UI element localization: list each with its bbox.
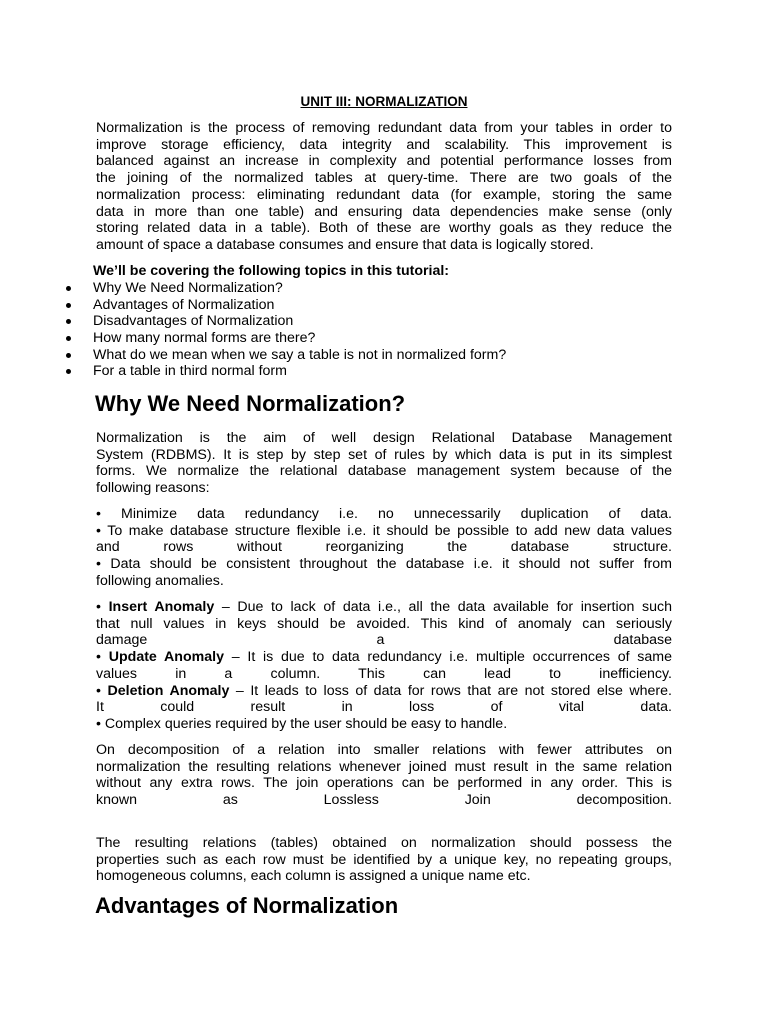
why-line: Normalization is the aim of well design Relational Database Management bbox=[96, 430, 672, 446]
topics-list bbox=[0, 280, 506, 380]
reason-line: • To make database structure flexible i.e. it should be possible to add new data values bbox=[96, 522, 672, 539]
deletion-anomaly-text: – It leads to loss of data for rows that are not stored else where. bbox=[229, 682, 672, 699]
anomaly-line: damage a database bbox=[96, 632, 672, 649]
list-item bbox=[0, 330, 506, 347]
bullet-icon bbox=[66, 319, 71, 324]
list-item bbox=[0, 280, 506, 297]
list-item bbox=[0, 347, 506, 364]
why-line: System (RDBMS). It is step by step set of rules by which data is put in its simplest bbox=[96, 446, 672, 463]
deletion-anomaly-label: Deletion Anomaly bbox=[107, 682, 230, 699]
anomaly-line: values in a column. This can lead to inefficiency. bbox=[96, 665, 672, 682]
decomposition-line: normalization the resulting relations whenever joined must result in the same relation bbox=[96, 758, 672, 775]
reasons-paragraph bbox=[96, 506, 672, 590]
reason-line: following anomalies. bbox=[96, 572, 224, 589]
resulting-line: The resulting relations (tables) obtained on normalization should possess the bbox=[96, 835, 672, 851]
list-item bbox=[0, 313, 506, 330]
intro-line: balanced against an increase in complexity and potential performance losses from bbox=[96, 153, 672, 170]
anomaly-line: that null values in keys should be avoided. This kind of anomaly can seriously bbox=[96, 615, 672, 632]
intro-line: data in more than one table) and ensuring data dependencies make sense (only bbox=[96, 203, 672, 220]
resulting-paragraph bbox=[96, 835, 672, 885]
insert-anomaly-label: Insert Anomaly bbox=[108, 599, 215, 615]
resulting-line: properties such as each row must be identified by a unique key, no repeating groups, bbox=[96, 851, 672, 868]
intro-line: Normalization is the process of removing redundant data from your tables in order to bbox=[96, 120, 672, 136]
why-line: following reasons: bbox=[96, 480, 210, 497]
intro-line: the joining of the normalized tables at query-time. There are two goals of the bbox=[96, 170, 672, 187]
page-title: UNIT III: NORMALIZATION bbox=[300, 94, 468, 109]
anomaly-line: • Complex queries required by the user should be easy to handle. bbox=[96, 715, 508, 732]
insert-anomaly-line: • Insert Anomaly – Due to lack of data i.e., all the data available for insertion such bbox=[96, 599, 672, 615]
list-item bbox=[0, 297, 506, 314]
update-anomaly-line: • Update Anomaly – It is due to data redundancy i.e. multiple occurrences of same bbox=[96, 649, 672, 666]
topic-label: What do we mean when we say a table is not in normalized form? bbox=[93, 346, 507, 363]
topic-label: For a table in third normal form bbox=[93, 363, 287, 380]
bullet-icon bbox=[66, 369, 71, 374]
intro-line: normalization process: eliminating redundant data (for example, storing the same bbox=[96, 186, 672, 203]
intro-line: amount of space a database consumes and ensure that data is logically stored. bbox=[96, 236, 594, 253]
why-line: forms. We normalize the relational database management system because of the bbox=[96, 463, 672, 480]
list-item bbox=[0, 363, 506, 380]
update-anomaly-label: Update Anomaly bbox=[108, 649, 224, 666]
deletion-anomaly-line: • Deletion Anomaly – It leads to loss of data for rows that are not stored else where. bbox=[96, 682, 672, 699]
bullet-icon bbox=[66, 336, 71, 341]
intro-paragraph bbox=[96, 120, 672, 254]
reason-line: and rows without reorganizing the database structure. bbox=[96, 539, 672, 556]
anomalies-paragraph bbox=[96, 599, 672, 733]
insert-anomaly-text: – Due to lack of data i.e., all the data available for insertion such bbox=[214, 599, 672, 615]
decomposition-line: without any extra rows. The join operations can be performed in any order. This is bbox=[96, 775, 672, 792]
topics-heading: We’ll be covering the following topics in this tutorial: bbox=[93, 263, 450, 279]
topic-label: How many normal forms are there? bbox=[93, 330, 316, 347]
decomposition-line: On decomposition of a relation into smaller relations with fewer attributes on bbox=[96, 742, 672, 758]
section-heading-why: Why We Need Normalization? bbox=[95, 391, 406, 416]
decomposition-line: known as Lossless Join decomposition. bbox=[96, 792, 672, 809]
bullet-icon bbox=[66, 286, 71, 291]
reason-line: • Data should be consistent throughout the database i.e. it should not suffer from bbox=[96, 556, 672, 573]
decomposition-paragraph bbox=[96, 742, 672, 809]
section-heading-advantages: Advantages of Normalization bbox=[95, 893, 399, 918]
intro-line: storing related data in a table). Both of these are worthy goals as they reduce the bbox=[96, 220, 672, 237]
intro-line: improve storage efficiency, data integrity and scalability. This improvement is bbox=[96, 136, 672, 153]
reason-line: • Minimize data redundancy i.e. no unnecessarily duplication of data. bbox=[96, 506, 672, 522]
resulting-line: homogeneous columns, each column is assigned a unique name etc. bbox=[96, 868, 531, 885]
topic-label: Disadvantages of Normalization bbox=[93, 313, 294, 330]
update-anomaly-text: – It is due to data redundancy i.e. multiple occurrences of same bbox=[223, 649, 672, 666]
topic-label: Advantages of Normalization bbox=[93, 296, 275, 313]
topic-label: Why We Need Normalization? bbox=[93, 280, 283, 296]
bullet-icon bbox=[66, 303, 71, 308]
why-paragraph bbox=[96, 430, 672, 497]
anomaly-line: It could result in loss of vital data. bbox=[96, 699, 672, 716]
bullet-icon bbox=[66, 353, 71, 358]
